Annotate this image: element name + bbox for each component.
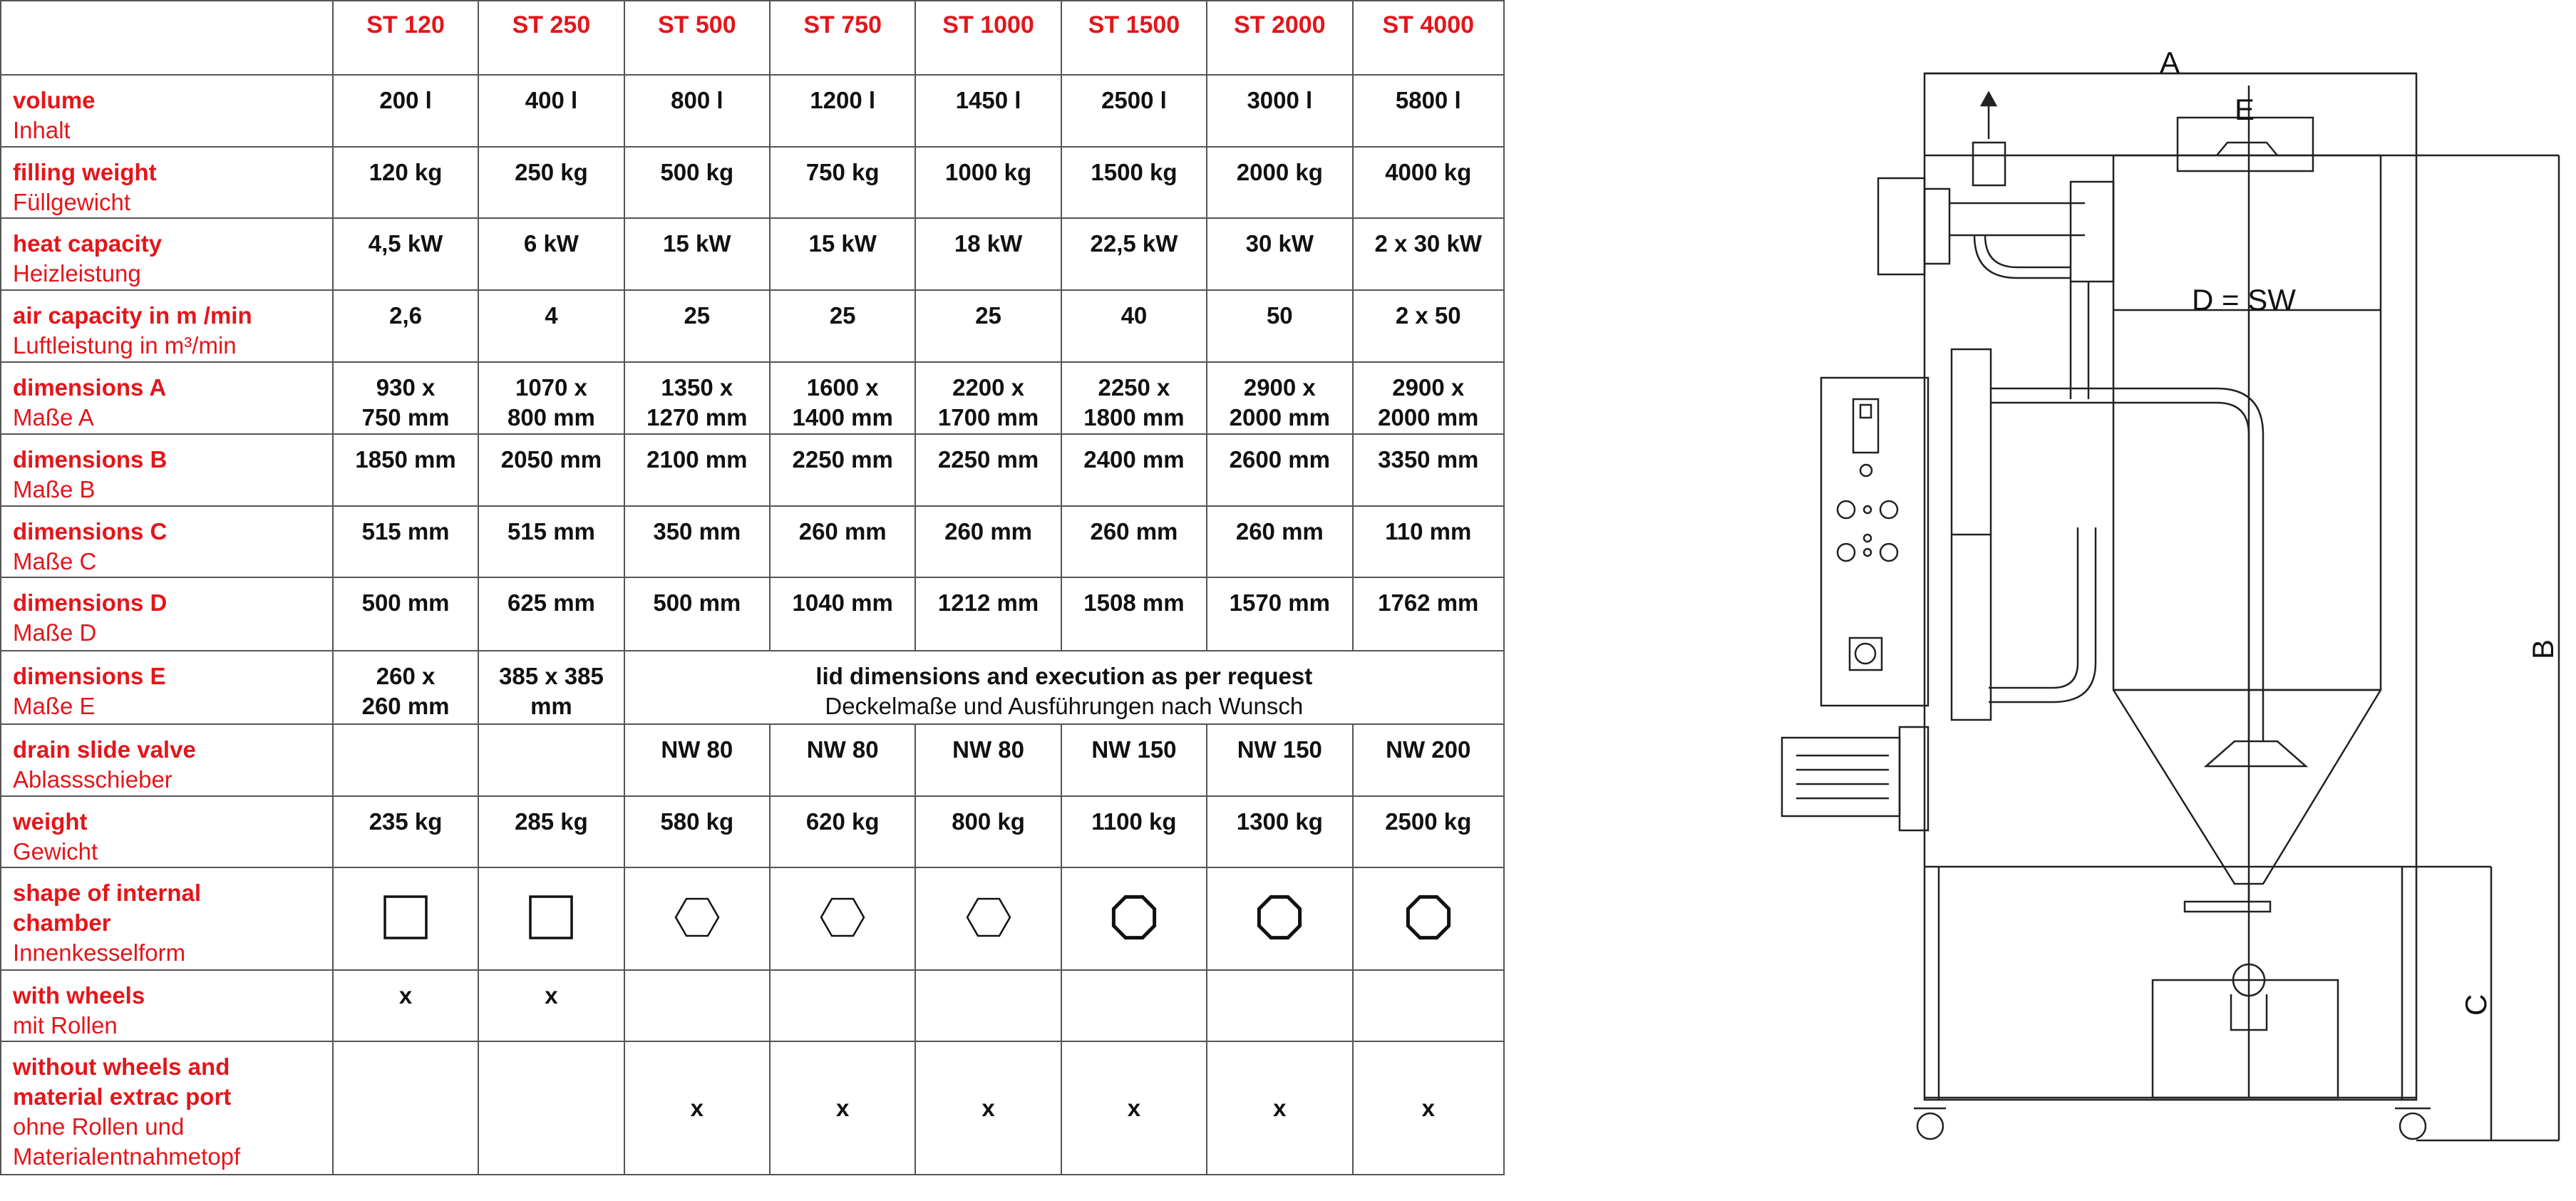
cell-value: 260 mm [1207, 506, 1352, 578]
cell-value: 1212 mm [915, 577, 1061, 651]
row-label [1, 362, 333, 434]
cell-value [770, 970, 915, 1042]
cell-value: 1450 l [915, 75, 1061, 147]
model-header: ST 1500 [1061, 1, 1207, 75]
cell-value: 2200 x 1700 mm [915, 362, 1061, 434]
spec-row-without-wheels [1, 1041, 1504, 1175]
label-de: Heizleistung [13, 260, 141, 287]
cell-value: 1300 kg [1207, 796, 1352, 868]
cell-value: x [333, 970, 478, 1042]
row-label [1, 577, 333, 651]
label-c: C [2459, 994, 2493, 1016]
header-row [1, 1, 1504, 75]
cell-value: 3000 l [1207, 75, 1352, 147]
cell-value: 2250 mm [770, 434, 915, 506]
cell-value: x [1353, 1041, 1505, 1175]
cell-value: NW 150 [1207, 724, 1352, 796]
cell-value: 1600 x 1400 mm [770, 362, 915, 434]
label-de: Füllgewicht [13, 188, 131, 215]
chamber-shape-cell [624, 867, 770, 969]
cell-value: 800 l [624, 75, 770, 147]
cell-value [1061, 970, 1207, 1042]
cell-value: 15 kW [624, 218, 770, 290]
cell-value: 4000 kg [1353, 147, 1505, 219]
label-de: Maße E [13, 693, 96, 720]
cell-value: 1570 mm [1207, 577, 1352, 651]
cell-value: x [915, 1041, 1061, 1175]
cell-value: 2400 mm [1061, 434, 1207, 506]
cell-value: 515 mm [478, 506, 624, 578]
cell-value: 1762 mm [1353, 577, 1505, 651]
cell-value [478, 1041, 624, 1175]
cell-value: x [1061, 1041, 1207, 1175]
cell-value: NW 150 [1061, 724, 1207, 796]
cell-value: 6 kW [478, 218, 624, 290]
cell-value: 930 x 750 mm [333, 362, 478, 434]
lid-note-de: Deckelmaße und Ausführungen nach Wunsch [825, 693, 1304, 720]
cell-value: 1040 mm [770, 577, 915, 651]
model-header: ST 4000 [1353, 1, 1505, 75]
spec-row-heat-capacity [1, 218, 1504, 290]
cell-value: 1350 x 1270 mm [624, 362, 770, 434]
row-label [1, 970, 333, 1042]
row-label [1, 867, 333, 969]
cell-value: 2250 x 1800 mm [1061, 362, 1207, 434]
model-header: ST 750 [770, 1, 915, 75]
label-en: dimensions E [13, 663, 166, 690]
label-de: Gewicht [13, 837, 98, 865]
label-en: dimensions A [13, 373, 167, 401]
cell-value: 5800 l [1353, 75, 1505, 147]
label-de: ohne Rollen und Materialentnahmetopf [13, 1113, 241, 1170]
cell-value: 350 mm [624, 506, 770, 578]
spec-row-dimensions-b [1, 434, 1504, 506]
cell-value: 500 kg [624, 147, 770, 219]
model-header: ST 120 [333, 1, 478, 75]
row-label [1, 1041, 333, 1175]
cell-value: 4,5 kW [333, 218, 478, 290]
cell-value: 110 mm [1353, 506, 1505, 578]
model-header: ST 1000 [915, 1, 1061, 75]
cell-value: NW 80 [624, 724, 770, 796]
cell-value: 2250 mm [915, 434, 1061, 506]
label-de: Luftleistung in m³/min [13, 332, 237, 359]
row-label [1, 290, 333, 362]
spec-row-filling-weight [1, 147, 1504, 219]
label-en: dimensions B [13, 445, 168, 473]
cell-value: 750 kg [770, 147, 915, 219]
hexagon-shape-icon [964, 892, 1014, 942]
spec-row-with-wheels [1, 970, 1504, 1042]
cell-value: 800 kg [915, 796, 1061, 868]
chamber-shape-cell [915, 867, 1061, 969]
label-en: heat capacity [13, 230, 163, 257]
square-shape-icon [526, 892, 576, 942]
label-en: dimensions C [13, 517, 168, 545]
cell-value: 1000 kg [915, 147, 1061, 219]
row-label [1, 651, 333, 724]
row-label [1, 796, 333, 868]
cell-value: NW 80 [770, 724, 915, 796]
chamber-shape-cell [478, 867, 624, 969]
cell-value: 1070 x 800 mm [478, 362, 624, 434]
cell-value: 2000 kg [1207, 147, 1352, 219]
cell-value: x [624, 1041, 770, 1175]
cell-value: 200 l [333, 75, 478, 147]
cell-value: 235 kg [333, 796, 478, 868]
octagon-shape-icon [1109, 892, 1159, 942]
label-en: air capacity in m /min [13, 302, 252, 329]
cell-value: 2600 mm [1207, 434, 1352, 506]
cell-value: 1200 l [770, 75, 915, 147]
cell-value [333, 724, 478, 796]
label-en: weight [13, 808, 88, 835]
label-en: shape of internal chamber [13, 880, 202, 937]
cell-value: 260 mm [770, 506, 915, 578]
spec-row-drain-slide-valve [1, 724, 1504, 796]
cell-value: 2500 kg [1353, 796, 1505, 868]
cell-value [1353, 970, 1505, 1042]
hexagon-shape-icon [818, 892, 867, 942]
spec-row-dimensions-a [1, 362, 1504, 434]
label-e: E [2235, 93, 2255, 126]
chamber-shape-cell [770, 867, 915, 969]
label-de: Inhalt [13, 116, 71, 143]
cell-value: 2,6 [333, 290, 478, 362]
cell-value: 2900 x 2000 mm [1353, 362, 1505, 434]
label-b: B [2526, 639, 2560, 659]
cell-value: 1500 kg [1061, 147, 1207, 219]
cell-value: 260 mm [915, 506, 1061, 578]
cell-value: 50 [1207, 290, 1352, 362]
cell-value: 1508 mm [1061, 577, 1207, 651]
cell-value: 625 mm [478, 577, 624, 651]
cell-value: 22,5 kW [1061, 218, 1207, 290]
row-label [1, 434, 333, 506]
model-header: ST 250 [478, 1, 624, 75]
cell-value: NW 80 [915, 724, 1061, 796]
cell-value: 260 mm [1061, 506, 1207, 578]
lid-note-en: lid dimensions and execution as per request [815, 663, 1313, 690]
cell-value: 4 [478, 290, 624, 362]
cell-value: x [1207, 1041, 1352, 1175]
label-de: Maße B [13, 475, 96, 502]
octagon-shape-icon [1403, 892, 1453, 942]
spec-row-dimensions-e [1, 651, 1504, 724]
cell-value: NW 200 [1353, 724, 1505, 796]
cell-value: 515 mm [333, 506, 478, 578]
cell-value: 2900 x 2000 mm [1207, 362, 1352, 434]
cell-value: 385 x 385 mm [478, 651, 624, 724]
spec-row-volume [1, 75, 1504, 147]
cell-value: 2500 l [1061, 75, 1207, 147]
chamber-shape-cell [1207, 867, 1352, 969]
label-de: Ablassschieber [13, 766, 172, 793]
cell-value: 2100 mm [624, 434, 770, 506]
cell-value: x [770, 1041, 915, 1175]
square-shape-icon [381, 892, 431, 942]
cell-value [478, 724, 624, 796]
cell-value [333, 1041, 478, 1175]
spec-row-shape [1, 867, 1504, 969]
row-label [1, 724, 333, 796]
cell-value: 25 [624, 290, 770, 362]
label-de: Innenkesselform [13, 939, 186, 967]
frame-outline [1925, 73, 2416, 1100]
cell-value: 25 [770, 290, 915, 362]
row-label [1, 147, 333, 219]
label-a: A [2160, 46, 2180, 79]
spec-row-dimensions-c [1, 506, 1504, 578]
cell-value: 15 kW [770, 218, 915, 290]
cell-value: 260 x 260 mm [333, 651, 478, 724]
row-label [1, 218, 333, 290]
chamber-shape-cell [1061, 867, 1207, 969]
label-en: without wheels and material extrac port [13, 1053, 232, 1110]
cell-value [915, 970, 1061, 1042]
cell-value [624, 970, 770, 1042]
cell-value: 30 kW [1207, 218, 1352, 290]
label-de: Maße A [13, 403, 94, 431]
cell-value: 3350 mm [1353, 434, 1505, 506]
row-label [1, 506, 333, 578]
cell-value: 2 x 30 kW [1353, 218, 1505, 290]
label-de: Maße D [13, 619, 97, 646]
cell-value: 18 kW [915, 218, 1061, 290]
model-header: ST 500 [624, 1, 770, 75]
label-en: volume [13, 86, 96, 113]
chamber-shape-cell [1353, 867, 1505, 969]
cell-value: 2050 mm [478, 434, 624, 506]
cell-value: 620 kg [770, 796, 915, 868]
cell-value: 580 kg [624, 796, 770, 868]
row-label [1, 75, 333, 147]
cell-value [1207, 970, 1352, 1042]
cell-value: 1850 mm [333, 434, 478, 506]
cell-value: 40 [1061, 290, 1207, 362]
cell-value: 2 x 50 [1353, 290, 1505, 362]
label-de: mit Rollen [13, 1011, 118, 1038]
label-d: D = SW [2192, 283, 2296, 316]
lid-note-cell [624, 651, 1504, 724]
corner-cell [1, 1, 333, 75]
cell-value: 120 kg [333, 147, 478, 219]
cell-value: 500 mm [333, 577, 478, 651]
octagon-shape-icon [1254, 892, 1304, 942]
cell-value: 400 l [478, 75, 624, 147]
label-de: Maße C [13, 547, 97, 574]
spec-row-air-capacity [1, 290, 1504, 362]
cell-value: 285 kg [478, 796, 624, 868]
cell-value: 250 kg [478, 147, 624, 219]
label-en: filling weight [13, 158, 157, 185]
label-en: with wheels [13, 981, 145, 1009]
cell-value: x [478, 970, 624, 1042]
cell-value: 25 [915, 290, 1061, 362]
model-header: ST 2000 [1207, 1, 1352, 75]
cell-value: 500 mm [624, 577, 770, 651]
label-en: dimensions D [13, 589, 168, 617]
spec-row-weight [1, 796, 1504, 868]
machine-drawing [1725, 29, 2573, 1169]
label-en: drain slide valve [13, 736, 196, 763]
chamber-shape-cell [333, 867, 478, 969]
spec-row-dimensions-d [1, 577, 1504, 651]
cell-value: 1100 kg [1061, 796, 1207, 868]
hexagon-shape-icon [672, 892, 722, 942]
